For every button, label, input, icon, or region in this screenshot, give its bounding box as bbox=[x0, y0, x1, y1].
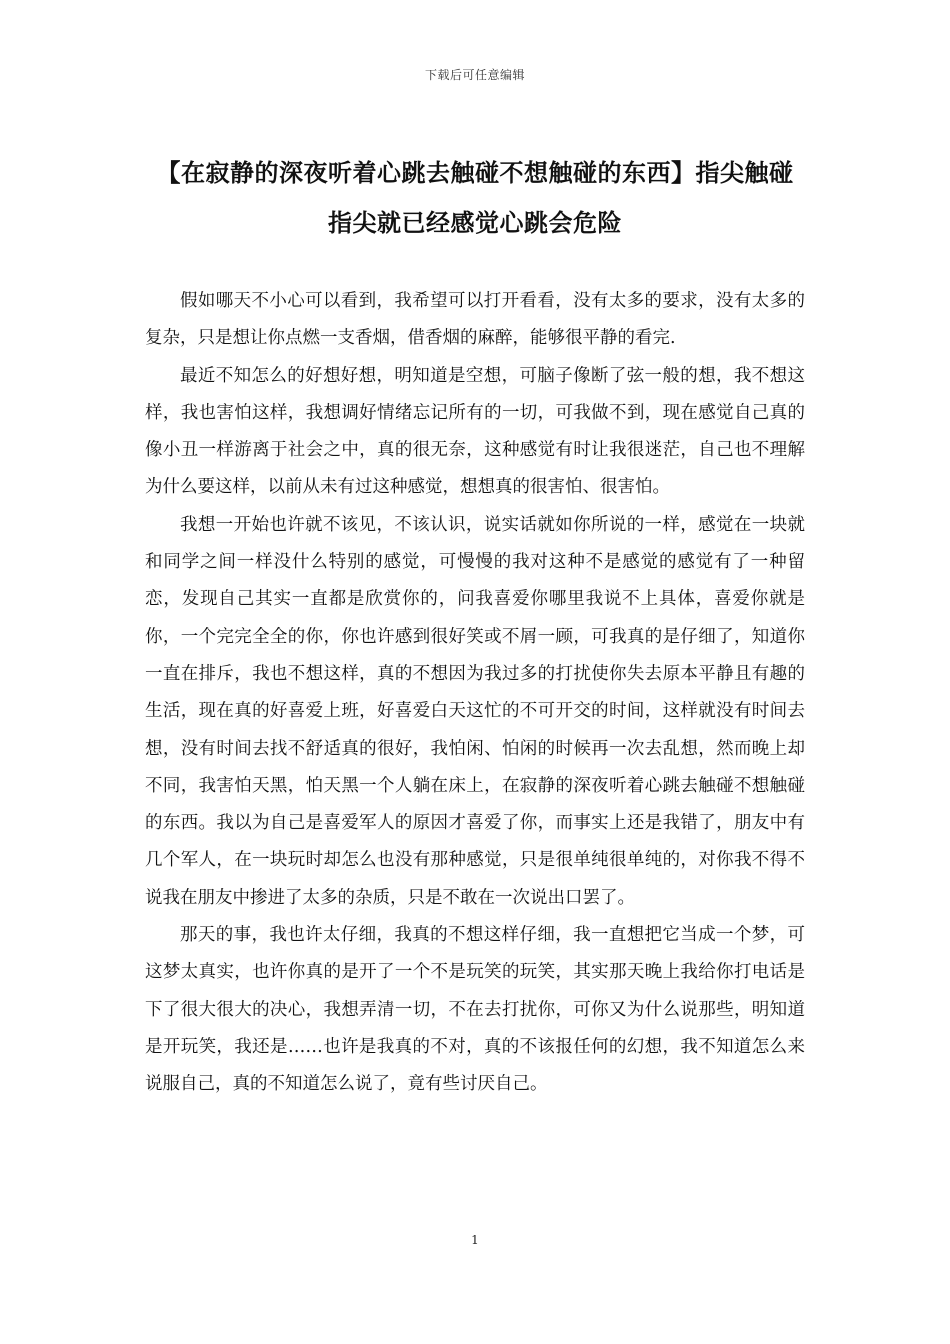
document-title: 【在寂静的深夜听着心跳去触碰不想触碰的东西】指尖触碰指尖就已经感觉心跳会危险 bbox=[156, 159, 794, 237]
paragraph: 假如哪天不小心可以看到，我希望可以打开看看，没有太多的要求，没有太多的复杂，只是想让你点燃一支香烟，借香烟的麻醉，能够很平静的看完. bbox=[145, 291, 805, 349]
paragraph: 那天的事，我也许太仔细，我真的不想这样仔细，我一直想把它当成一个梦，可这梦太真实，也许你真的是开了一个不是玩笑的玩笑，其实那天晚上我给你打电话是下了很大很大的决心，我想弄清一切，不在去打扰你，可你又为什么说那些，明知道是开玩笑，我还是……也许是我真的不对，真的不该报任何的幻想，我不知道怎么来说服自己，真的不知道怎么说了，竟有些讨厌自己。 bbox=[145, 925, 805, 1095]
paragraph: 最近不知怎么的好想好想，明知道是空想，可脑子像断了弦一般的想，我不想这样，我也害怕这样，我想调好情绪忘记所有的一切，可我做不到，现在感觉自己真的像小丑一样游离于社会之中，真的很无奈，这种感觉有时让我很迷茫，自己也不理解为什么要这样，以前从未有过这种感觉，想想真的很害怕、很害怕。 bbox=[145, 365, 805, 498]
page-number: 1 bbox=[471, 1233, 479, 1247]
document-body bbox=[145, 283, 805, 1104]
header-note: 下载后可任意编辑 bbox=[424, 68, 525, 82]
paragraph: 我想一开始也许就不该见，不该认识，说实话就如你所说的一样，感觉在一块就和同学之间一样没什么特别的感觉，可慢慢的我对这种不是感觉的感觉有了一种留恋，发现自己其实一直都是欣赏你的，问我喜爱你哪里我说不上具体，喜爱你就是你，一个完完全全的你，你也许感到很好笑或不屑一顾，可我真的是仔细了，知道你一直在排斥，我也不想这样，真的不想因为我过多的打扰使你失去原本平静且有趣的生活，现在真的好喜爱上班，好喜爱白天这忙的不可开交的时间，这样就没有时间去想，没有时间去找不舒适真的很好，我怕闲、怕闲的时候再一次去乱想，然而晚上却不同，我害怕天黑，怕天黑一个人躺在床上，在寂静的深夜听着心跳去触碰不想触碰的东西。我以为自己是喜爱军人的原因才喜爱了你，而事实上还是我错了，朋友中有几个军人，在一块玩时却怎么也没有那种感觉，只是很单纯很单纯的，对你我不得不说我在朋友中掺进了太多的杂质，只是不敢在一次说出口罢了。 bbox=[145, 514, 805, 908]
